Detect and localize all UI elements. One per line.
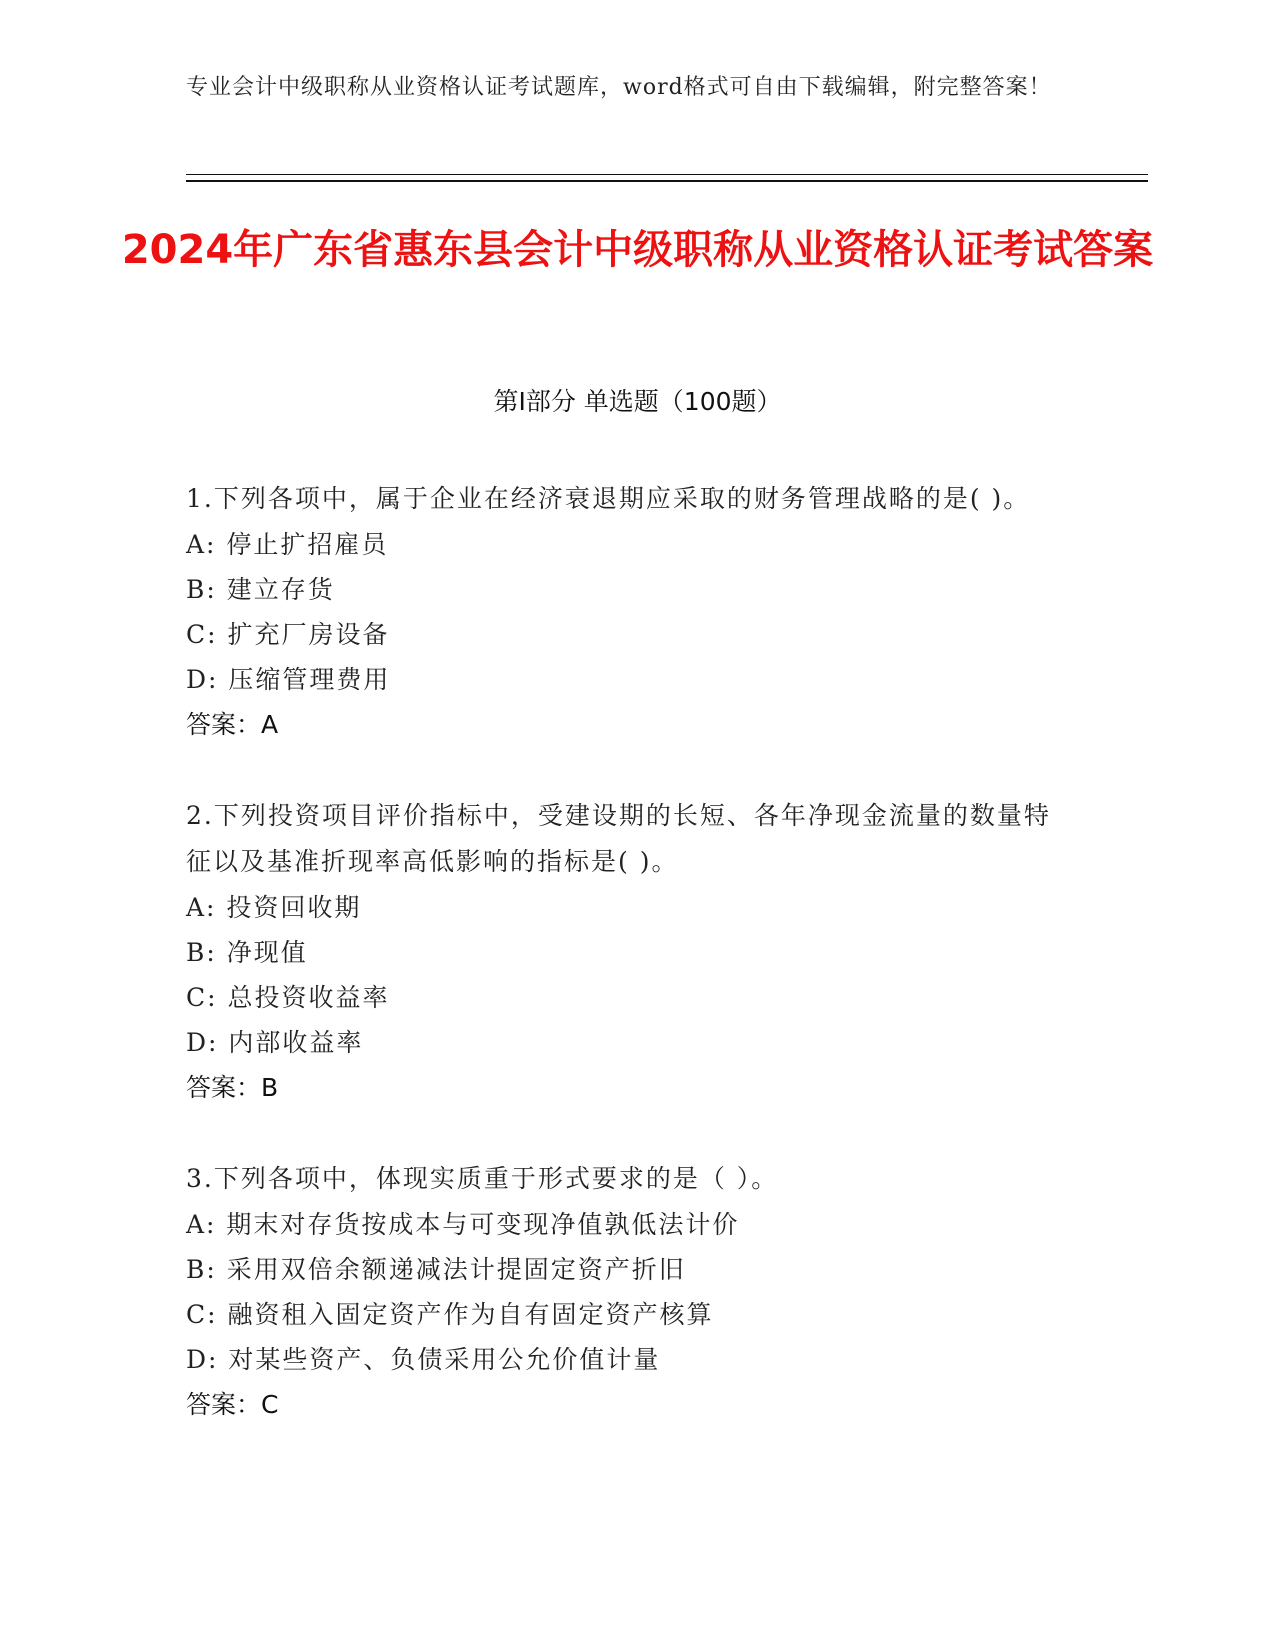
document-title: 2024年广东省惠东县会计中级职称从业资格认证考试答案 bbox=[121, 227, 1154, 273]
option-b: B: 采用双倍余额递减法计提固定资产折旧 bbox=[186, 1255, 686, 1284]
header-divider-thick bbox=[186, 180, 1148, 182]
question-1 bbox=[186, 476, 1066, 748]
question-stem: 2.下列投资项目评价指标中，受建设期的长短、各年净现金流量的数量特征以及基准折现率高低影响的指标是( )。 bbox=[186, 801, 1051, 876]
option-d: D: 对某些资产、负债采用公允价值计量 bbox=[186, 1345, 661, 1374]
option-c: C: 总投资收益率 bbox=[186, 983, 390, 1012]
option-a: A: 停止扩招雇员 bbox=[186, 530, 389, 559]
question-stem: 3.下列各项中，体现实质重于形式要求的是（ ）。 bbox=[186, 1164, 779, 1193]
header-divider-thin bbox=[186, 174, 1148, 175]
answer: 答案：C bbox=[186, 1390, 279, 1419]
question-stem: 1.下列各项中，属于企业在经济衰退期应采取的财务管理战略的是( )。 bbox=[186, 484, 1031, 513]
question-list bbox=[186, 476, 1066, 1473]
option-a: A: 投资回收期 bbox=[186, 893, 362, 922]
answer: 答案：B bbox=[186, 1073, 279, 1102]
option-a: A: 期末对存货按成本与可变现净值孰低法计价 bbox=[186, 1210, 740, 1239]
option-b: B: 净现值 bbox=[186, 938, 308, 967]
section-title: 第Ⅰ部分 单选题（100题） bbox=[493, 387, 782, 416]
header-note: 专业会计中级职称从业资格认证考试题库，word格式可自由下载编辑，附完整答案！ bbox=[186, 75, 1052, 100]
option-d: D: 压缩管理费用 bbox=[186, 665, 391, 694]
option-c: C: 扩充厂房设备 bbox=[186, 620, 390, 649]
option-d: D: 内部收益率 bbox=[186, 1028, 364, 1057]
question-3 bbox=[186, 1156, 1066, 1428]
option-c: C: 融资租入固定资产作为自有固定资产核算 bbox=[186, 1300, 714, 1329]
question-2 bbox=[186, 793, 1066, 1111]
option-b: B: 建立存货 bbox=[186, 575, 335, 604]
answer: 答案：A bbox=[186, 710, 279, 739]
